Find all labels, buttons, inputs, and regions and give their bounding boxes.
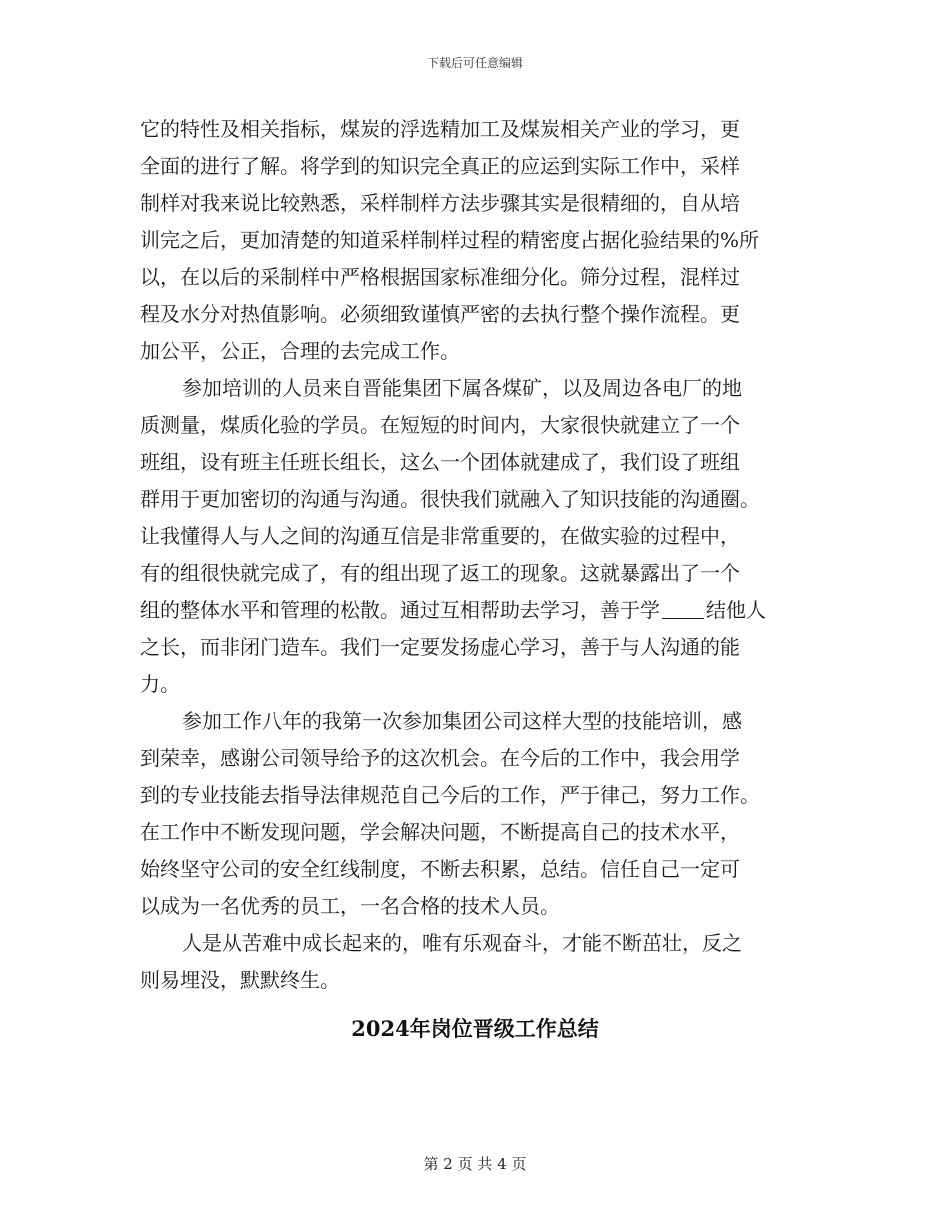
paragraph-line: 参加工作八年的我第一次参加集团公司这样大型的技能培训，感: [182, 709, 742, 733]
paragraph-line: 力。: [140, 672, 180, 696]
paragraph-line: 让我懂得人与人之间的沟通互信是非常重要的，在做实验的过程中，: [140, 524, 740, 548]
paragraph-line: 在工作中不断发现问题，学会解决问题，不断提高自己的技术水平，: [140, 820, 740, 844]
paragraph-line: 有的组很快就完成了，有的组出现了返工的现象。这就暴露出了一个: [140, 561, 740, 585]
paragraph-line: 人是从苦难中成长起来的，唯有乐观奋斗，才能不断茁壮，反之: [182, 931, 742, 955]
paragraph-line: 以，在以后的采制样中严格根据国家标准细分化。筛分过程，混样过: [140, 265, 740, 289]
paragraph-line: 制样对我来说比较熟悉，采样制样方法步骤其实是很精细的，自从培: [140, 191, 740, 215]
paragraph-line: 以成为一名优秀的员工，一名合格的技术人员。: [140, 894, 560, 918]
paragraph-line: 到的专业技能去指导法律规范自己今后的工作，严于律己，努力工作。: [140, 783, 760, 807]
paragraph-line: 质测量，煤质化验的学员。在短短的时间内，大家很快就建立了一个: [140, 413, 740, 437]
paragraph-line: 全面的进行了解。将学到的知识完全真正的应运到实际工作中，采样: [140, 154, 740, 178]
paragraph-line: 加公平，公正，合理的去完成工作。: [140, 339, 460, 363]
paragraph-line: 它的特性及相关指标，煤炭的浮选精加工及煤炭相关产业的学习，更: [140, 117, 740, 141]
paragraph-line: 始终坚守公司的安全红线制度，不断去积累，总结。信任自己一定可: [140, 857, 740, 881]
document-body: [140, 111, 800, 999]
paragraph-line: 班组，设有班主任班长组长，这么一个团体就建成了，我们设了班组: [140, 450, 740, 474]
section-title: 2024年岗位晋级工作总结: [351, 1016, 599, 1041]
line-text-tail: 结他人: [706, 598, 766, 622]
paragraph-line: 则易埋没，默默终生。: [140, 968, 340, 992]
paragraph-line: 群用于更加密切的沟通与沟通。很快我们就融入了知识技能的沟通圈。: [140, 487, 760, 511]
page-footer: 第 2 页 共 4 页: [423, 1155, 527, 1173]
paragraph-line: 程及水分对热值影响。必须细致谨慎严密的去执行整个操作流程。更: [140, 302, 740, 326]
paragraph-line-with-blank: [140, 592, 800, 629]
page-header: 下载后可任意编辑: [426, 56, 523, 70]
paragraph-line: 训完之后，更加清楚的知道采样制样过程的精密度占据化验结果的%所: [140, 228, 760, 252]
fill-in-blank: [662, 598, 704, 619]
paragraph-line: 参加培训的人员来自晋能集团下属各煤矿，以及周边各电厂的地: [182, 376, 742, 400]
line-text: 组的整体水平和管理的松散。通过互相帮助去学习，善于学: [140, 598, 660, 622]
paragraph-line: 到荣幸，感谢公司领导给予的这次机会。在今后的工作中，我会用学: [140, 746, 740, 770]
paragraph-line: 之长，而非闭门造车。我们一定要发扬虚心学习，善于与人沟通的能: [140, 635, 740, 659]
